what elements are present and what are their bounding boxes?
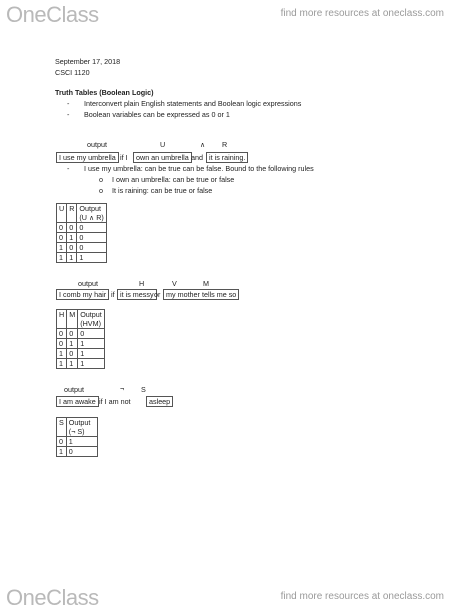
- word-if-not: if I am not: [99, 397, 131, 406]
- header-h: H: [57, 310, 67, 329]
- header-u: U: [57, 204, 67, 223]
- cell: 0: [77, 243, 106, 253]
- clause-r: it is raining.: [206, 152, 248, 163]
- header-output-label: Output: [80, 310, 102, 319]
- cell: 0: [78, 329, 105, 339]
- label-h: H: [139, 279, 145, 288]
- cell: 1: [57, 359, 67, 369]
- header-output-label: Output: [79, 204, 101, 213]
- cell: 0: [67, 349, 78, 359]
- table-row: [57, 359, 105, 369]
- header-logo: OneClass: [6, 2, 99, 27]
- header-r: R: [67, 204, 77, 223]
- table-row: [57, 253, 107, 263]
- label-output: output: [87, 140, 107, 149]
- cell: 1: [78, 359, 105, 369]
- label-r: R: [222, 140, 228, 149]
- course: CSCI 1120: [55, 68, 90, 77]
- sub-bullet-text: It is raining: can be true or false: [112, 186, 213, 195]
- table-header-row: [57, 418, 98, 437]
- word-or: or: [154, 290, 161, 299]
- cell: 1: [66, 437, 97, 447]
- cell: 1: [78, 339, 105, 349]
- bullet-circle: o: [99, 175, 103, 184]
- cell: 1: [57, 349, 67, 359]
- sub-bullet-text: I own an umbrella: can be true or false: [112, 175, 235, 184]
- cell: 1: [78, 349, 105, 359]
- cell: 0: [77, 223, 106, 233]
- cell: 1: [67, 339, 78, 349]
- label-u: U: [160, 140, 166, 149]
- word-if: if I: [120, 153, 128, 162]
- table-row: [57, 223, 107, 233]
- table-header-row: [57, 204, 107, 223]
- label-output: output: [64, 385, 84, 394]
- cell: 0: [66, 447, 97, 457]
- bullet-text: Boolean variables can be expressed as 0 or 1: [84, 110, 230, 119]
- clause-output: I am awake: [56, 396, 99, 407]
- table-header-row: [57, 310, 105, 329]
- bullet-circle: o: [99, 186, 103, 195]
- word-and: and: [191, 153, 203, 162]
- header-output-expression: (U ∧ R): [79, 213, 104, 222]
- table-row: [57, 339, 105, 349]
- cell: 1: [67, 359, 78, 369]
- bullet-dash: -: [67, 110, 70, 119]
- cell: 0: [57, 339, 67, 349]
- clause-h: it is messy: [117, 289, 157, 300]
- cell: 1: [57, 253, 67, 263]
- cell: 0: [77, 233, 106, 243]
- header-s: S: [57, 418, 67, 437]
- clause-output: I comb my hair: [56, 289, 109, 300]
- truth-table-not: [56, 417, 98, 457]
- label-s: S: [141, 385, 146, 394]
- clause-m: my mother tells me so: [163, 289, 239, 300]
- bullet-text: Interconvert plain English statements and Boolean logic expressions: [84, 99, 302, 108]
- table-row: [57, 349, 105, 359]
- truth-table-or: [56, 309, 105, 369]
- header-output: [66, 418, 97, 437]
- cell: 0: [67, 329, 78, 339]
- cell: 1: [57, 447, 67, 457]
- word-if: if: [111, 290, 115, 299]
- table-row: [57, 243, 107, 253]
- truth-table-and: [56, 203, 107, 263]
- footer-logo: OneClass: [6, 585, 99, 610]
- clause-s: asleep: [146, 396, 173, 407]
- cell: 0: [57, 437, 67, 447]
- cell: 1: [67, 233, 77, 243]
- header-output: [77, 204, 106, 223]
- header-output-expression: (HVM): [80, 319, 101, 328]
- date: September 17, 2018: [55, 57, 121, 66]
- table-row: [57, 437, 98, 447]
- header-output-expression: (¬ S): [68, 427, 85, 436]
- bullet-dash: -: [67, 99, 70, 108]
- cell: 1: [67, 253, 77, 263]
- cell: 0: [57, 233, 67, 243]
- table-row: [57, 329, 105, 339]
- header-link[interactable]: find more resources at oneclass.com: [280, 8, 444, 19]
- cell: 0: [67, 243, 77, 253]
- cell: 1: [57, 243, 67, 253]
- header-output-label: Output: [68, 418, 91, 427]
- table-row: [57, 233, 107, 243]
- header-m: M: [67, 310, 78, 329]
- label-and-operator: ∧: [200, 140, 206, 149]
- cell: 1: [77, 253, 106, 263]
- clause-output: I use my umbrella: [56, 152, 119, 163]
- footer-link[interactable]: find more resources at oneclass.com: [280, 591, 444, 602]
- label-or-operator: V: [172, 279, 177, 288]
- explanation: I use my umbrella: can be true can be false. Bound to the following rules: [84, 164, 314, 173]
- bullet-dash: -: [67, 164, 70, 173]
- label-m: M: [203, 279, 209, 288]
- label-not-operator: ¬: [120, 384, 125, 393]
- section-heading: Truth Tables (Boolean Logic): [55, 88, 154, 97]
- clause-u: own an umbrella: [133, 152, 192, 163]
- header-output: [78, 310, 105, 329]
- cell: 0: [67, 223, 77, 233]
- cell: 0: [57, 329, 67, 339]
- label-output: output: [78, 279, 98, 288]
- cell: 0: [57, 223, 67, 233]
- table-row: [57, 447, 98, 457]
